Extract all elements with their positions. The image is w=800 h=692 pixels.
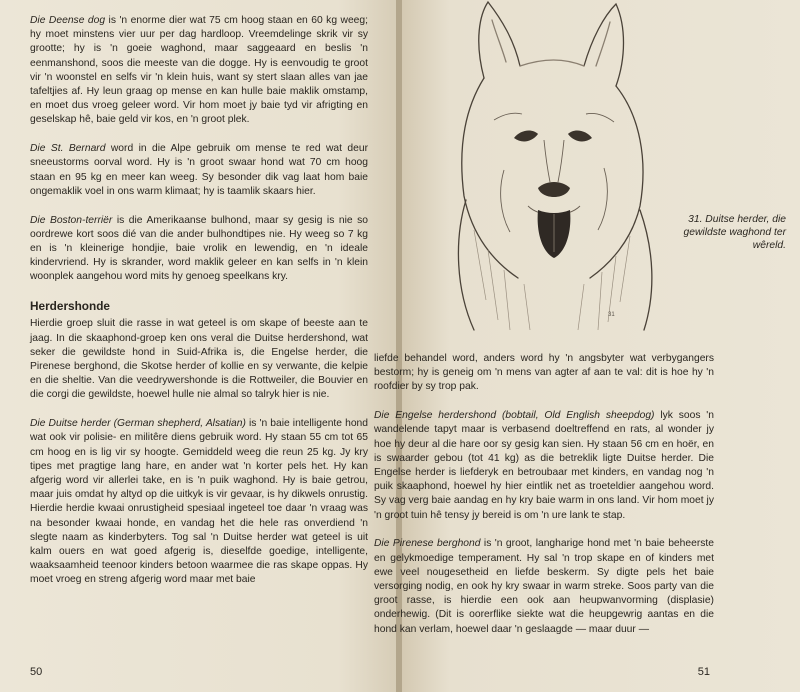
page-number-right: 51 [697,666,710,678]
paragraph-boston-terrier: Die Boston-terriër is die Amerikaanse bulhond, maar sy gesig is nie so oordrewe kort soos dié van die ander bulhondtipes nie. Hy weeg so 7 kg en is 'n kleinerige hondjie, baie vrolik en lewendig, en 'n ideale kindervriend. Hy is skrander, word maklik geleer en kan selfs in 'n klein woonplek aangehou word mits hy genoeg speelkans kry. [30,214,368,283]
paragraph-engelse-herder: Die Engelse herdershond (bobtail, Old English sheepdog) lyk soos 'n wandelende tapyt maar is verbasend doeltreffend en rats, al wonder jy hoe hy deur al die hare oor sy gesig kan sien. Hy staan 56 cm en hoër, en is swaarder gebou (tot 41 kg) as die betreklik ligte Duitse herder. Die Engelse herder is liefderyk en betroubaar met kinders, en vandag nog 'n puik skaaphond, hoewel hy hier eintlik net as troeteldier aangehou word. Sy vag verg baie aandag en hy kry baie warm in ons land. Vir hom moet jy 'n groot tuin hê tensy jy bereid is om 'n ure lank te stap. [374,410,714,521]
paragraph-herdershonde-intro: Hierdie groep sluit die rasse in wat geteel is om skape of beeste aan te jaag. In die skaaphond-groep ken ons veral die Duitse herdershond, wat seker die gewildste hond in Suid-Afrika is, die Engelse herder, die Pirenese berghond, die Skotse herder of kollie en sy verwante, die kelpie en die sheltie. Van die veedrywershonde is die Rottweiler, die Bouvier en die corgi die gewildste, hoewel hulle nie almal so talryk hier is nie. [30,318,368,401]
plate-number: 31 [608,312,615,318]
paragraph-st-bernard: Die St. Bernard word in die Alpe gebruik om mense te red wat deur sneeustorms oorval word. Hy is 'n groot swaar hond wat 70 cm hoog staan en 95 kg en meer kan weeg. Sy besonder dik vag laat hom baie ongemaklik voel in ons warm klimaat; hy is taamlik skaars hier. [30,143,368,197]
section-heading: Herdershonde [30,299,110,314]
figure-caption: 31. Duitse herder, die gewildste waghond ter wêreld. [683,214,786,251]
page-number-left: 50 [30,666,43,678]
left-text-column [30,14,368,602]
right-text-column [374,352,714,651]
paragraph-pirenese-berghond: Die Pirenese berghond is 'n groot, langharige hond met 'n baie beheerste en gelykmoedige temperament. Hy sal 'n trop skape en of kinders met ewe veel nougesetheid en liefde beskerm. Sy digte pels het baie versorging nodig, en ook hy kry swaar in warm streke. Soos party van die groot rasse, is hierdie een ook aan heupwanvorming (displasie) onderhewig. (Dit is oorerflike siekte wat die heupgewrig aantas en die hond kan verlam, hoewel daar 'n geslaagde — maar duur — [374,538,715,635]
paragraph-duitse-herder: Die Duitse herder (German shepherd, Alsatian) is 'n baie intelligente hond wat ook vir polisie- en militêre diens gebruik word. Hy staan 55 cm tot 65 cm hoog en is lig vir sy hoogte. Gemiddeld weeg die reun 25 kg. Jy kry tipes met pragtige lang hare, en ander wat 'n korter pels het. Hy kan afgerig word vir allerlei take, en is 'n puik waghond. Hy is baie getrou, maar juis omdat hy altyd op die uitkyk is vir gevaar, is hy dikwels onrustig. Hierdie herdie kwaai onrustigheid spesiaal ingeteel toe daar 'n vraag was na besonder kwaai honde, en vandag het die hele ras onverdiend 'n slegte naam as kinderbyters. Tog sal 'n Duitse herder wat geteel is uit kalm ouers en wat goed afgerig is, dieselfde goedige, intelligente, waaksaamheid teenoor kinders betoon waarmee die ras skape oppas. Hy moet vroeg en streng afgerig word maar met baie [30,418,368,586]
german-shepherd-illustration [444,0,664,332]
left-page [0,0,398,692]
right-page [374,0,800,692]
paragraph-deense-dog: Die Deense dog is 'n enorme dier wat 75 cm hoog staan en 60 kg weeg; hy moet minstens vier uur per dag hardloop. Vreemdelinge skrik vir sy grootte; hy is 'n goeie waghond, maar saggeaard en beslis 'n eenmanshond, soos die meeste van die dogge. Hy is eenvoudig te groot vir 'n woonstel en selfs vir 'n klein huis, want sy stert slaan alles van jae tafeltjies af. Hy leun graag op mense en kan hulle baie maklik omstamp, en moet dus vroeg geleer word. Vir hom moet jy baie tyd vir afrigting en geselskap hê, baie geld vir kos, en 'n groot plek. [30,15,368,126]
paragraph-continuation: liefde behandel word, anders word hy 'n angsbyter wat verbygangers bestorm; hy is geneig om 'n mens van agter af aan te val: dit is hoe hy 'n roofdier by sy trop pak. [374,353,714,393]
